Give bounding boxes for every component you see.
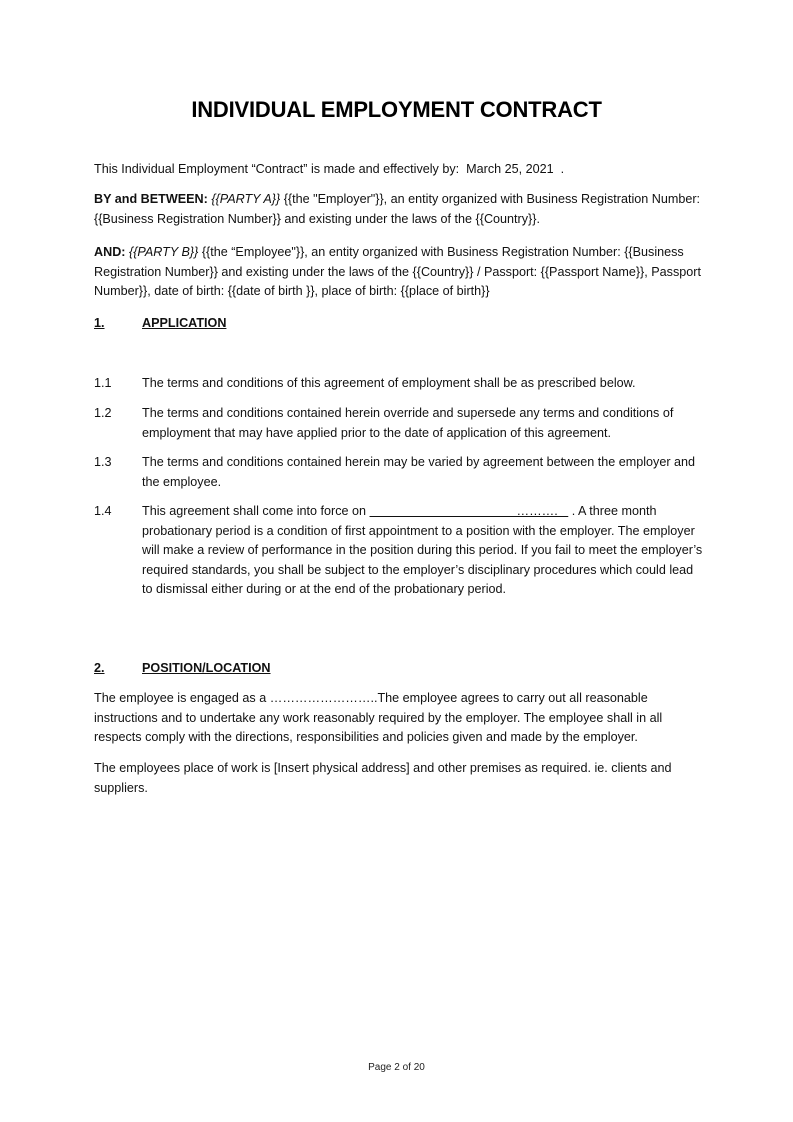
clause-1-3 — [94, 453, 706, 492]
clause-1-2 — [94, 404, 706, 443]
position-paragraph: The employee is engaged as a ……………………..The employee agrees to carry out all reasonable instructions and to undertake any work reasonably required by the employer. The employee shall in all respects comply with the directions, responsibilities and policies given and made by the employer. — [94, 691, 663, 744]
clause-number: 1.1 — [94, 376, 112, 390]
party-b-label: AND: — [94, 245, 126, 259]
clause-text-after: . A three month probationary period is a condition of first appointment to a position with the employer. The employer will make a review of performance in the position during this period. If you fail to meet the employer’s required standards, you shall be subject to the employer’s disciplinary procedures which could lead to dismissal either during or at the end of the probationary period. — [142, 504, 703, 596]
clause-text: The terms and conditions contained herein may be varied by agreement between the employer and the employee. — [142, 455, 696, 489]
party-a-label: BY and BETWEEN: — [94, 192, 208, 206]
clause-1-4 — [94, 502, 706, 600]
clause-number: 1.2 — [94, 406, 112, 420]
party-b-name: {{PARTY B}} — [128, 245, 199, 259]
section-1-heading — [94, 316, 226, 330]
intro-end: . — [560, 162, 565, 176]
intro-text: This Individual Employment “Contract” is made and effectively by: — [94, 162, 460, 176]
clause-text — [142, 502, 706, 600]
party-b-paragraph — [94, 243, 706, 302]
section-1-title: APPLICATION — [142, 316, 227, 330]
party-a-paragraph — [94, 190, 706, 229]
party-a-text: {{the "Employer"}}, an entity organized with Business Registration Number: {{Business Registration Number}} and existing under the laws of the {{Country}}. — [94, 192, 701, 226]
location-paragraph: The employees place of work is [Insert physical address] and other premises as required. ie. clients and suppliers. — [94, 761, 672, 795]
page-title: INDIVIDUAL EMPLOYMENT CONTRACT — [191, 97, 602, 122]
section-2-heading — [94, 661, 271, 675]
contract-date: March 25, 2021 — [466, 162, 554, 176]
page-number: Page 2 of 20 — [368, 1062, 425, 1073]
start-date-blank: ………. — [369, 504, 569, 518]
section-2-number: 2. — [94, 661, 105, 675]
clause-text: The terms and conditions of this agreement of employment shall be as prescribed below. — [142, 376, 636, 390]
section-2-title: POSITION/LOCATION — [142, 661, 271, 675]
clause-text-before: This agreement shall come into force on — [142, 504, 367, 518]
clause-1-1 — [94, 374, 706, 394]
clause-number: 1.4 — [94, 504, 112, 518]
party-a-name: {{PARTY A}} — [211, 192, 281, 206]
clause-text: The terms and conditions contained herein override and supersede any terms and conditions of employment that may have applied prior to the date of application of this agreement. — [142, 406, 674, 440]
party-b-text: {{the “Employee"}}, an entity organized with Business Registration Number: {{Business Registration Number}} and existing under the laws of the {{Country}} / Passport: {{Passport Name}}, Passport Number}}, date of birth: {{date of birth }}, place of birth: {{place of birth}} — [94, 245, 701, 298]
intro-paragraph — [94, 160, 706, 180]
clause-number: 1.3 — [94, 455, 112, 469]
section-1-number: 1. — [94, 316, 105, 330]
